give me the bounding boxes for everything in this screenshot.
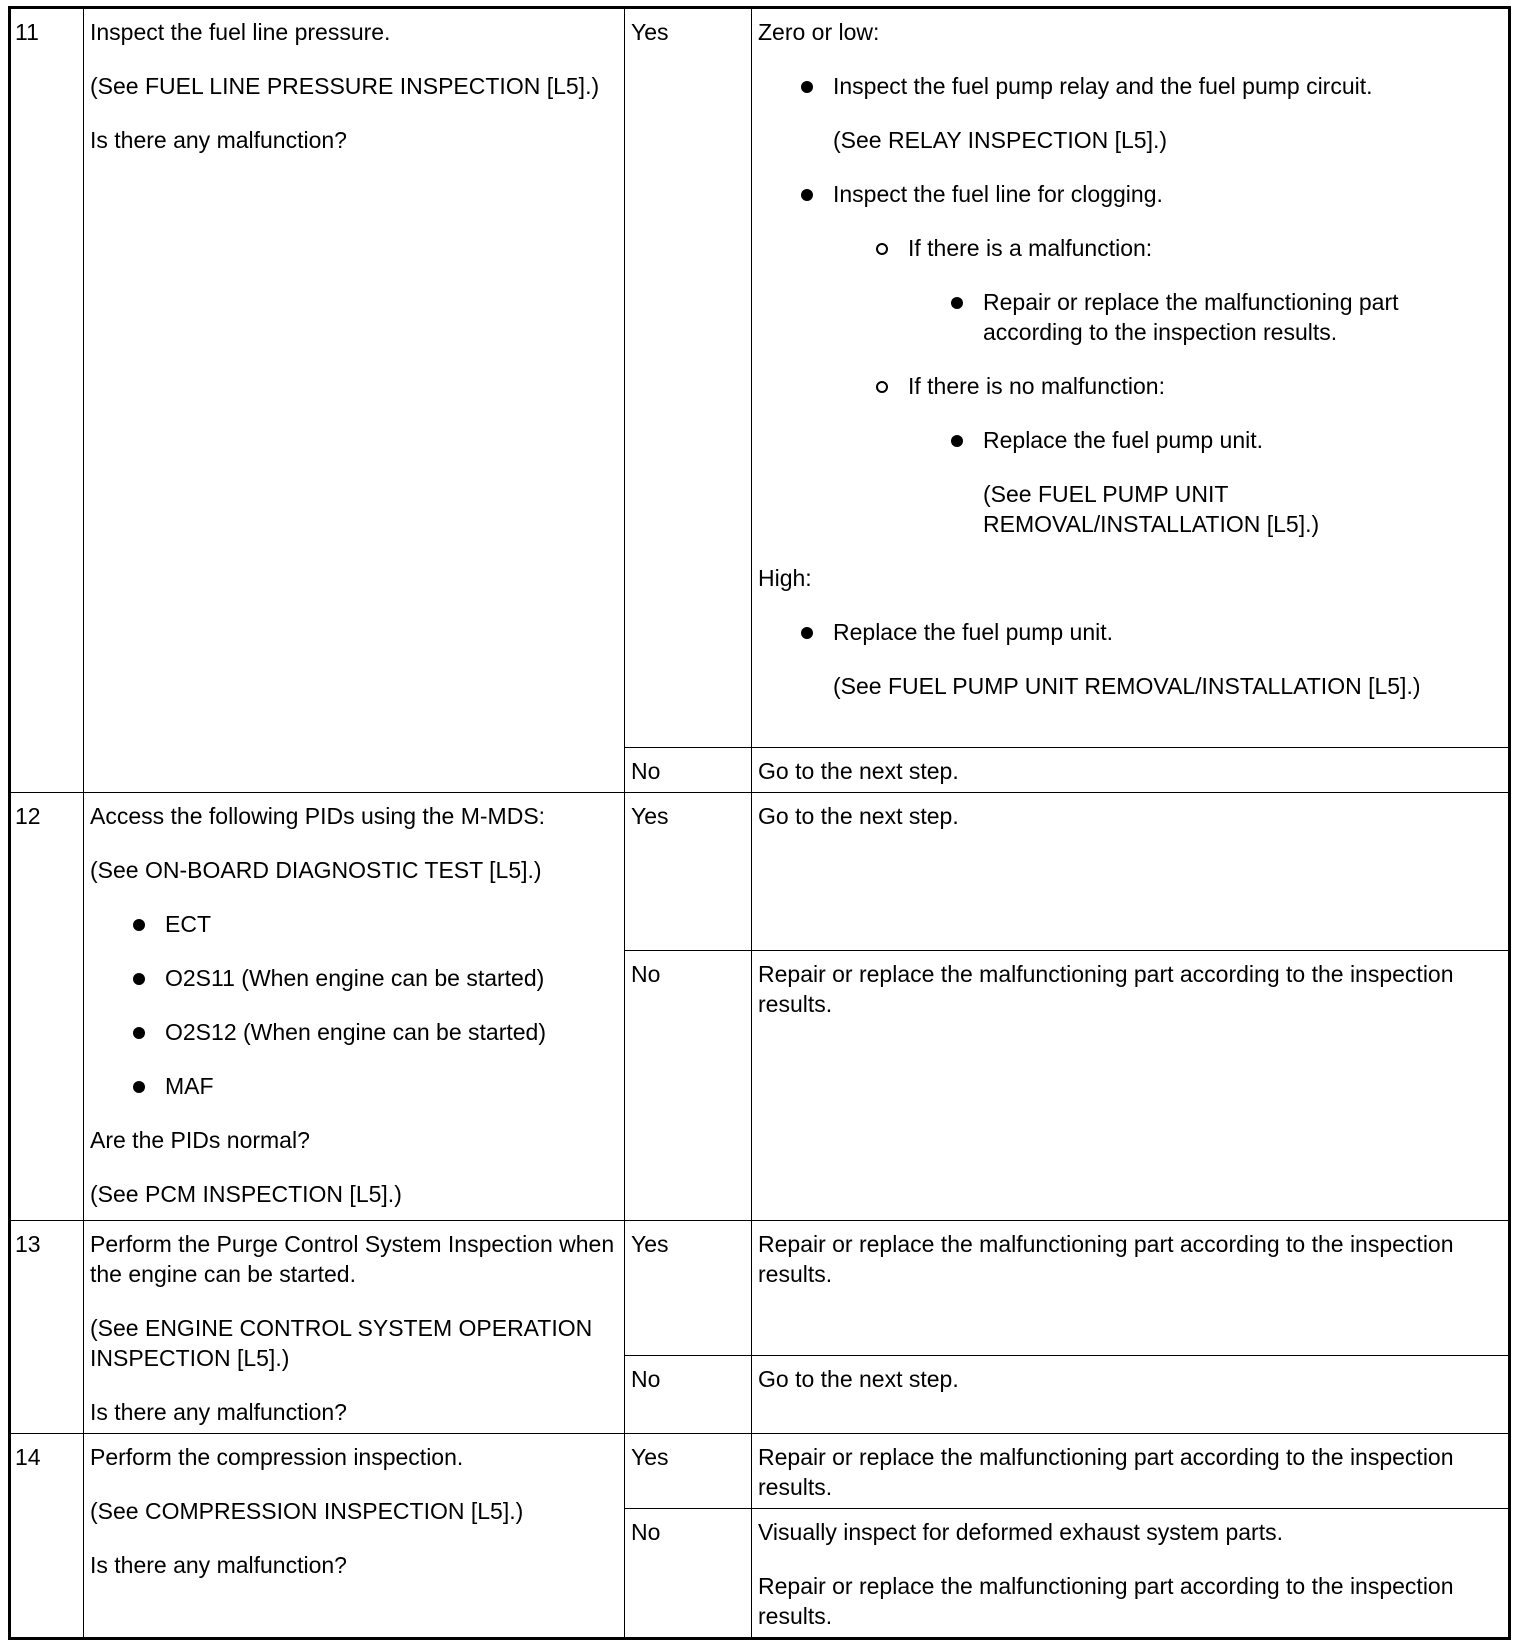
condition-action-list — [983, 287, 1502, 347]
list-item-text: Repair or replace the malfunctioning part according to the inspection results. — [983, 289, 1399, 345]
yes-label: Yes — [625, 793, 752, 951]
action-question: Is there any malfunction? — [90, 1399, 347, 1425]
action-question: Is there any malfunction? — [90, 127, 347, 153]
no-result: Repair or replace the malfunctioning part according to the inspection results. — [752, 951, 1510, 1221]
troubleshooting-sheet — [8, 6, 1508, 1629]
list-item-reference: (See FUEL PUMP UNIT REMOVAL/INSTALLATION [L5].) — [833, 673, 1421, 699]
zero-low-list — [833, 71, 1502, 539]
step-action — [84, 1434, 625, 1639]
step-number: 12 — [10, 793, 84, 1221]
list-item — [833, 179, 1502, 539]
pid-item: O2S11 (When engine can be started) — [165, 963, 618, 993]
result-heading-high: High: — [758, 565, 812, 591]
list-item-text: Inspect the fuel pump relay and the fuel pump circuit. — [833, 73, 1373, 99]
step-12-yes-row — [10, 793, 1510, 951]
yes-result — [752, 8, 1510, 748]
no-result — [752, 1509, 1510, 1639]
step-action — [84, 793, 625, 1221]
action-text: Perform the compression inspection. — [90, 1444, 464, 1470]
action-question: Is there any malfunction? — [90, 1552, 347, 1578]
step-11-yes-row — [10, 8, 1510, 748]
condition-text: If there is a malfunction: — [908, 235, 1153, 261]
no-result-line: Visually inspect for deformed exhaust system parts. — [758, 1519, 1283, 1545]
list-item — [833, 71, 1502, 155]
step-13-yes-row — [10, 1221, 1510, 1356]
action-text: Inspect the fuel line pressure. — [90, 19, 391, 45]
action-text: Access the following PIDs using the M-MDS: — [90, 803, 546, 829]
action-reference: (See FUEL LINE PRESSURE INSPECTION [L5].) — [90, 73, 600, 99]
step-14-yes-row — [10, 1434, 1510, 1509]
action-reference: (See ENGINE CONTROL SYSTEM OPERATION INSPECTION [L5].) — [90, 1315, 593, 1371]
yes-result: Go to the next step. — [752, 793, 1510, 951]
list-item-text: Replace the fuel pump unit. — [833, 619, 1114, 645]
list-item-reference: (See FUEL PUMP UNIT REMOVAL/INSTALLATION [L5].) — [983, 481, 1320, 537]
pid-item: O2S12 (When engine can be started) — [165, 1017, 618, 1047]
high-list — [833, 617, 1502, 701]
action-question: Are the PIDs normal? — [90, 1127, 310, 1153]
condition-text: If there is no malfunction: — [908, 373, 1165, 399]
step-number: 14 — [10, 1434, 84, 1639]
no-result: Go to the next step. — [752, 1355, 1510, 1433]
action-text: Perform the Purge Control System Inspection when the engine can be started. — [90, 1231, 615, 1287]
no-label: No — [625, 1355, 752, 1433]
no-result-line: Repair or replace the malfunctioning part according to the inspection results. — [758, 1573, 1454, 1629]
list-item — [983, 425, 1502, 539]
action-reference: (See ON-BOARD DIAGNOSTIC TEST [L5].) — [90, 857, 542, 883]
yes-label: Yes — [625, 1221, 752, 1356]
condition-item — [908, 371, 1502, 539]
action-reference: (See COMPRESSION INSPECTION [L5].) — [90, 1498, 524, 1524]
list-item-text: Replace the fuel pump unit. — [983, 427, 1264, 453]
pid-list — [165, 909, 618, 1101]
condition-action-list — [983, 425, 1502, 539]
no-label: No — [625, 748, 752, 793]
yes-label: Yes — [625, 1434, 752, 1509]
yes-result: Repair or replace the malfunctioning part according to the inspection results. — [752, 1434, 1510, 1509]
pid-item: MAF — [165, 1071, 618, 1101]
no-result: Go to the next step. — [752, 748, 1510, 793]
action-reference: (See PCM INSPECTION [L5].) — [90, 1181, 402, 1207]
pid-item: ECT — [165, 909, 618, 939]
no-label: No — [625, 951, 752, 1221]
no-label: No — [625, 1509, 752, 1639]
yes-result: Repair or replace the malfunctioning part according to the inspection results. — [752, 1221, 1510, 1356]
condition-list — [908, 233, 1502, 539]
condition-item — [908, 233, 1502, 347]
result-heading-zero-low: Zero or low: — [758, 19, 880, 45]
step-number: 13 — [10, 1221, 84, 1434]
list-item-reference: (See RELAY INSPECTION [L5].) — [833, 127, 1168, 153]
step-action — [84, 8, 625, 793]
step-number: 11 — [10, 8, 84, 793]
list-item — [833, 617, 1502, 701]
list-item-text: Inspect the fuel line for clogging. — [833, 181, 1163, 207]
step-action — [84, 1221, 625, 1434]
yes-label: Yes — [625, 8, 752, 748]
list-item — [983, 287, 1502, 347]
diagnostic-procedure-table — [8, 6, 1511, 1640]
